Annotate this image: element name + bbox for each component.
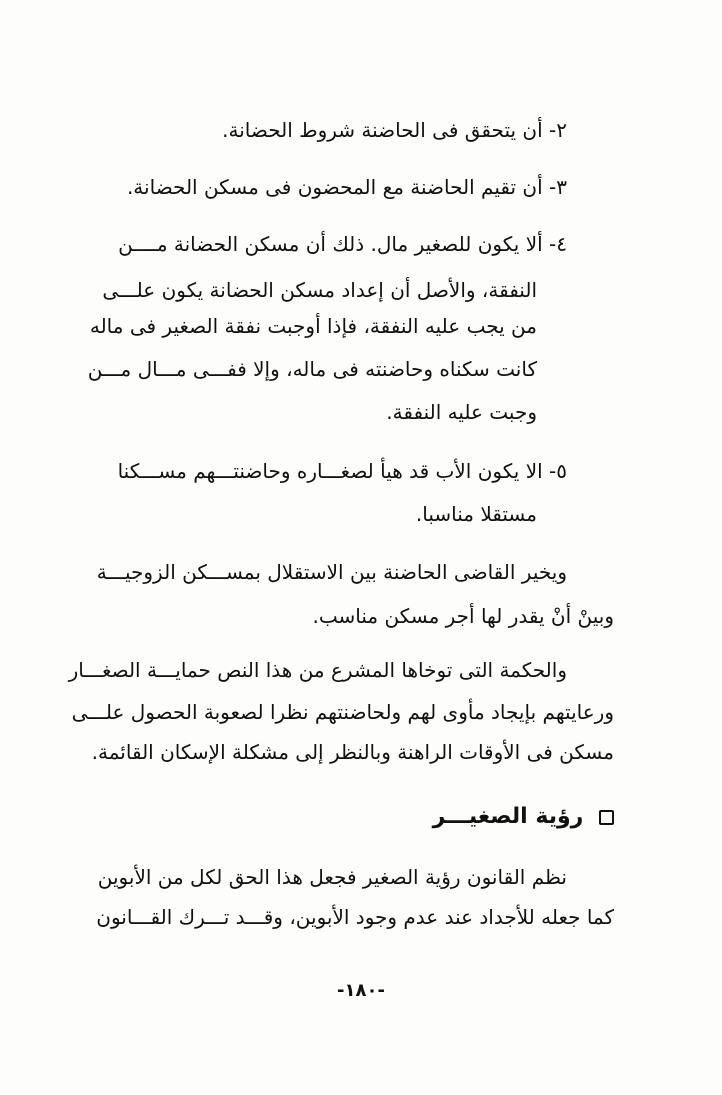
paragraph-3-line <box>98 862 567 892</box>
item-text-line: وجبت عليه النفقة. <box>386 400 537 424</box>
item-text-line: النفقة، والأصل أن إعداد مسكن الحضانة يكون علـــى <box>102 278 537 302</box>
item-number: ٣- <box>549 175 567 199</box>
paragraph-2-line <box>92 737 614 767</box>
paragraph-1-line <box>313 601 615 631</box>
item-text-line: كانت سكناه وحاضنته فى ماله، وإلا ففـــى مـــال مـــن <box>87 357 537 381</box>
item-5-continuation <box>416 499 537 529</box>
paragraph-2-line <box>72 697 614 727</box>
paragraph-text: والحكمة التى توخاها المشرع من هذا النص حمايـــة الصغـــار <box>68 658 567 682</box>
paragraph-2-line <box>69 655 567 685</box>
item-text-line: الا يكون الأب قد هيأ لصغـــاره وحاضنتـــهم مســـكنا <box>117 459 543 483</box>
item-4-continuation <box>88 354 537 384</box>
item-number: ٥- <box>549 459 567 483</box>
section-heading <box>433 802 614 832</box>
item-number: ٢- <box>549 118 567 142</box>
page-number <box>0 976 722 1006</box>
list-item-5 <box>118 456 567 486</box>
page-number-text: -١٨٠- <box>337 980 385 1001</box>
list-item-4 <box>118 229 567 259</box>
list-item-2 <box>222 115 567 145</box>
item-text: أن تقيم الحاضنة مع المحضون فى مسكن الحضانة. <box>126 175 543 199</box>
paragraph-text: كما جعله للأجداد عند عدم وجود الأبوين، وقـــد تـــرك القـــانون <box>96 905 614 929</box>
item-4-continuation <box>102 275 537 305</box>
paragraph-text: وبينْ أنْ يقدر لها أجر مسكن مناسب. <box>312 604 614 628</box>
item-4-continuation <box>386 397 537 427</box>
item-4-continuation <box>90 311 537 341</box>
section-heading-text: رؤية الصغيـــر <box>432 804 584 829</box>
list-item-3 <box>127 172 567 202</box>
paragraph-text: مسكن فى الأوقات الراهنة وبالنظر إلى مشكلة الإسكان القائمة. <box>91 740 614 764</box>
item-text-line: ألا يكون للصغير مال. ذلك أن مسكن الحضانة مــــن <box>118 232 543 256</box>
paragraph-text: ويخير القاضى الحاضنة بين الاستقلال بمســـكن الزوجيـــة <box>96 560 567 584</box>
paragraph-1-line <box>97 557 567 587</box>
paragraph-text: ورعايتهم بإيجاد مأوى لهم ولحاضنتهم نظرا لصعوبة الحصول علـــى <box>71 700 614 724</box>
item-text: أن يتحقق فى الحاضنة شروط الحضانة. <box>222 118 543 142</box>
item-text-line: من يجب عليه النفقة، فإذا أوجبت نفقة الصغير فى ماله <box>89 314 537 338</box>
square-bullet-icon <box>599 810 614 825</box>
paragraph-text: نظم القانون رؤية الصغير فجعل هذا الحق لكل من الأبوين <box>97 865 567 889</box>
paragraph-3-line <box>96 902 614 932</box>
item-number: ٤- <box>549 232 567 256</box>
item-text-line: مستقلا مناسبا. <box>415 502 537 526</box>
